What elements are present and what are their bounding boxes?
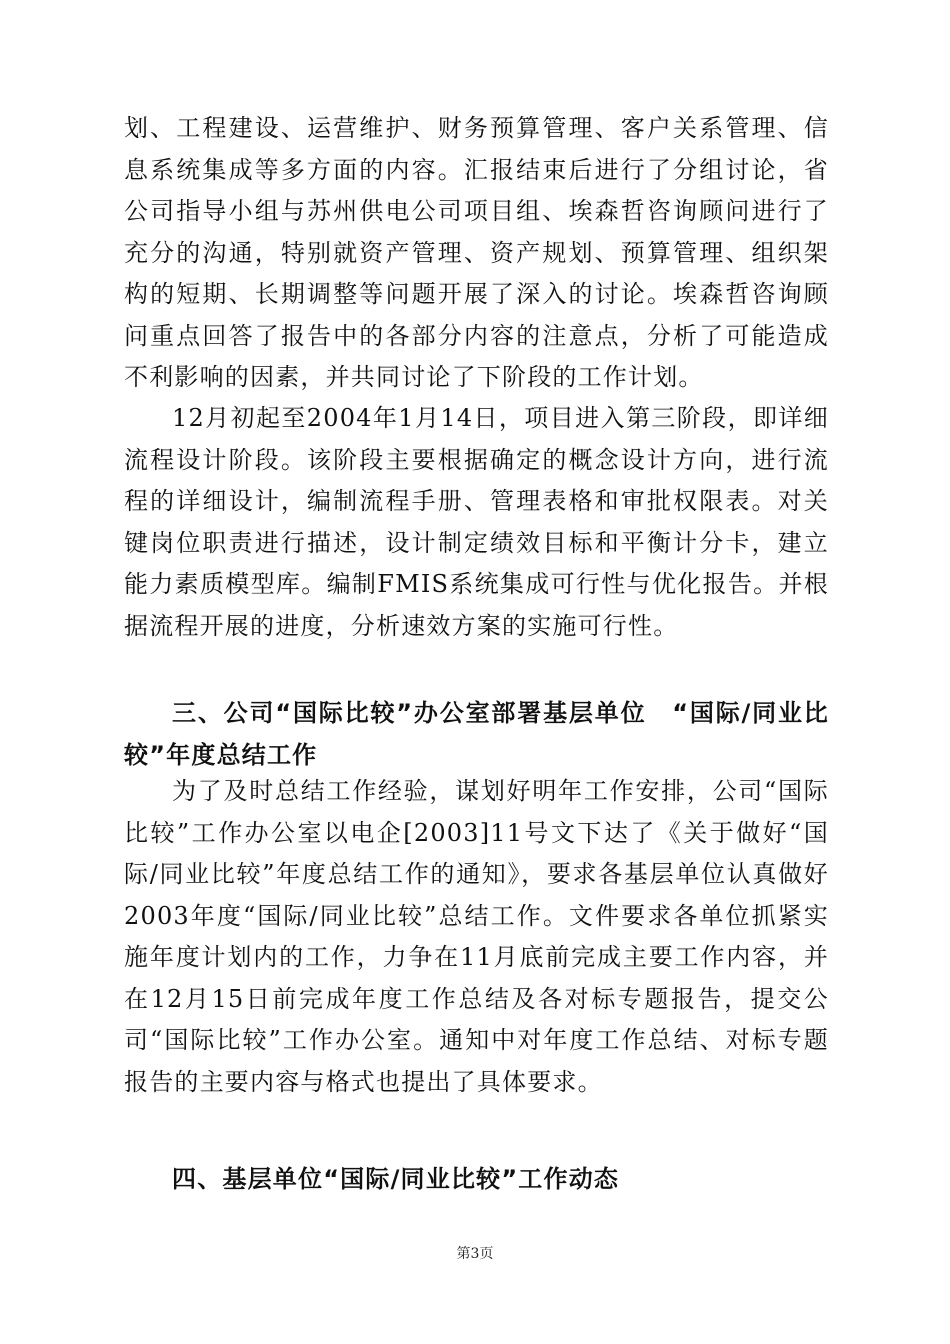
page-number: 第3页 xyxy=(456,1246,494,1262)
section4-heading: 四、基层单位“国际/同业比较”工作动态 xyxy=(172,1165,620,1193)
paragraph-continued: 划、工程建设、运营维护、财务预算管理、客户关系管理、信息系统集成等多方面的内容。汇报结束后进行了分组讨论，省公司指导小组与苏州供电公司项目组、埃森哲咨询顾问进行了充分的沟通，特别就资产管理、资产规划、预算管理、组织架构的短期、长期调整等问题开展了深入的讨论。埃森哲咨询顾问重点回答了报告中的各部分内容的注意点，分析了可能造成不利影响的因素，并共同讨论了下阶段的工作计划。 xyxy=(124,114,829,391)
section3-heading: 三、公司“国际比较”办公室部署基层单位 “国际/同业比较”年度总结工作 xyxy=(124,699,829,769)
section3-paragraph: 为了及时总结工作经验，谋划好明年工作安排，公司“国际比较”工作办公室以电企[2003]11号文下达了《关于做好“国际/同业比较”年度总结工作的通知》，要求各基层单位认真做好2003年度“国际/同业比较”总结工作。文件要求各单位抓紧实施年度计划内的工作，力争在11月底前完成主要工作内容，并在12月15日前完成年度工作总结及各对标专题报告，提交公司“国际比较”工作办公室。通知中对年度工作总结、对标专题报告的主要内容与格式也提出了具体要求。 xyxy=(124,777,829,1096)
paragraph-stage3: 12月初起至2004年1月14日，项目进入第三阶段，即详细流程设计阶段。该阶段主要根据确定的概念设计方向，进行流程的详细设计，编制流程手册、管理表格和审批权限表。对关键岗位职责进行描述，设计制定绩效目标和平衡计分卡，建立能力素质模型库。编制FMIS系统集成可行性与优化报告。并根据流程开展的进度，分析速效方案的实施可行性。 xyxy=(124,404,829,640)
